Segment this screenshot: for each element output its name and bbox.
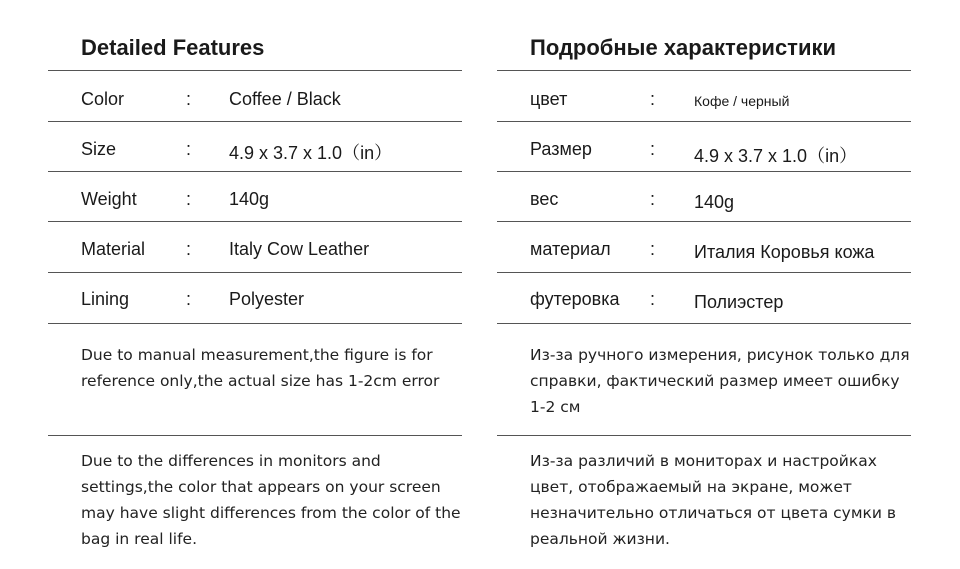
divider — [48, 435, 462, 436]
feature-value: Кофе / черный — [694, 93, 790, 109]
feature-label: материал — [530, 239, 611, 259]
feature-row-lining — [48, 271, 462, 321]
feature-colon: : — [650, 289, 656, 309]
feature-row-lining — [497, 271, 911, 321]
feature-colon: : — [650, 89, 656, 109]
feature-row-material — [497, 221, 911, 271]
feature-label: Размер — [530, 139, 592, 159]
feature-value: 4.9 x 3.7 x 1.0（in） — [694, 146, 858, 166]
feature-value: Italy Cow Leather — [229, 239, 370, 259]
feature-label: Color — [81, 89, 125, 109]
feature-value: Италия Коровья кожа — [694, 242, 875, 262]
feature-row-size — [48, 121, 462, 171]
feature-colon: : — [186, 239, 192, 259]
color-disclaimer-note: Из-за различий в мониторах и настройках цвет, отображаемый на экране, может незначительно отличаться от цвета сумки в реальной жизни. — [530, 452, 897, 548]
feature-value: Coffee / Black — [229, 89, 341, 109]
feature-row-weight — [48, 171, 462, 221]
feature-row-size — [497, 121, 911, 171]
feature-label: вес — [530, 189, 559, 209]
feature-label: Material — [81, 239, 146, 259]
measurement-note: Due to manual measurement,the figure is for reference only,the actual size has 1-2cm error — [81, 346, 440, 390]
feature-colon: : — [650, 239, 656, 259]
feature-row-color — [497, 71, 911, 121]
feature-row-color — [48, 71, 462, 121]
section-title: Подробные характеристики — [530, 35, 837, 60]
feature-label: Weight — [81, 189, 137, 209]
color-disclaimer-note: Due to the differences in monitors and settings,the color that appears on your screen may have slight differences from the color of the bag in real life. — [81, 452, 461, 548]
feature-colon: : — [186, 289, 192, 309]
feature-value: Polyester — [229, 289, 305, 309]
divider — [497, 323, 911, 324]
feature-colon: : — [186, 139, 192, 159]
feature-colon: : — [186, 189, 192, 209]
feature-row-material — [48, 221, 462, 271]
feature-colon: : — [650, 139, 656, 159]
feature-label: Lining — [81, 289, 130, 309]
feature-label: цвет — [530, 89, 568, 109]
feature-value: 140g — [229, 189, 270, 209]
section-title: Detailed Features — [81, 35, 265, 60]
measurement-note: Из-за ручного измерения, рисунок только для справки, фактический размер имеет ошибку 1-2 см — [530, 346, 910, 416]
divider — [48, 323, 462, 324]
feature-value: 4.9 x 3.7 x 1.0（in） — [229, 143, 393, 163]
feature-label: Size — [81, 139, 117, 159]
feature-colon: : — [650, 189, 656, 209]
feature-value: 140g — [694, 192, 735, 212]
feature-value: Полиэстер — [694, 292, 784, 312]
divider — [497, 435, 911, 436]
feature-colon: : — [186, 89, 192, 109]
feature-row-weight — [497, 171, 911, 221]
feature-label: футеровка — [530, 289, 620, 309]
